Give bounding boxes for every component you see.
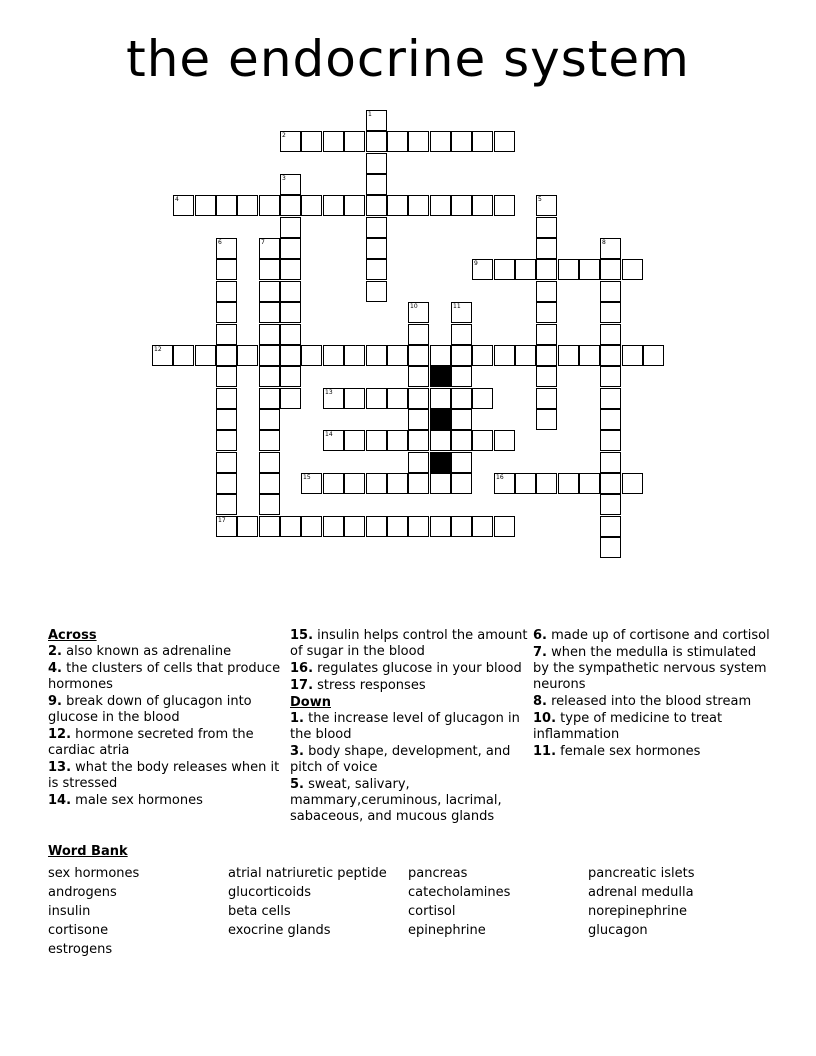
word-bank-word: insulin [48, 904, 91, 919]
answer-cell[interactable] [515, 345, 536, 366]
block-cell [430, 452, 451, 473]
answer-cell[interactable] [408, 324, 429, 345]
clue-item [290, 777, 528, 825]
answer-cell[interactable] [451, 430, 472, 451]
answer-cell[interactable] [366, 174, 387, 195]
answer-cell[interactable] [216, 324, 237, 345]
answer-cell[interactable] [280, 259, 301, 280]
clue-number: 10 [410, 303, 418, 310]
answer-cell[interactable] [323, 131, 344, 152]
answer-cell[interactable] [216, 195, 237, 216]
word-bank-word: adrenal medulla [588, 885, 694, 900]
answer-cell[interactable] [515, 259, 536, 280]
clue-number: 6 [218, 239, 222, 246]
clue-number-label: 12. [48, 727, 72, 742]
clue-item [290, 661, 528, 677]
answer-cell[interactable] [558, 345, 579, 366]
word-bank-word: norepinephrine [588, 904, 688, 919]
answer-cell[interactable] [259, 388, 280, 409]
answer-cell[interactable] [301, 195, 322, 216]
answer-cell[interactable] [280, 324, 301, 345]
answer-cell[interactable] [216, 452, 237, 473]
answer-cell[interactable] [536, 195, 557, 216]
clue-text: female sex hormones [556, 744, 701, 759]
answer-cell[interactable] [344, 473, 365, 494]
clue-number-label: 17. [290, 678, 314, 693]
answer-cell[interactable] [195, 345, 216, 366]
answer-cell[interactable] [387, 473, 408, 494]
answer-cell[interactable] [472, 516, 493, 537]
answer-cell[interactable] [600, 516, 621, 537]
clue-number: 3 [282, 175, 286, 182]
clue-number-label: 7. [533, 645, 547, 660]
clue-number-label: 16. [290, 661, 314, 676]
answer-cell[interactable] [301, 473, 322, 494]
answer-cell[interactable] [451, 324, 472, 345]
answer-cell[interactable] [387, 131, 408, 152]
answer-cell[interactable] [600, 452, 621, 473]
word-bank-word: glucagon [588, 923, 648, 938]
answer-cell[interactable] [430, 345, 451, 366]
answer-cell[interactable] [323, 473, 344, 494]
answer-cell[interactable] [216, 516, 237, 537]
answer-cell[interactable] [472, 195, 493, 216]
answer-cell[interactable] [600, 281, 621, 302]
answer-cell[interactable] [280, 174, 301, 195]
answer-cell[interactable] [408, 388, 429, 409]
answer-cell[interactable] [366, 131, 387, 152]
answer-cell[interactable] [600, 430, 621, 451]
answer-cell[interactable] [216, 281, 237, 302]
answer-cell[interactable] [216, 259, 237, 280]
answer-cell[interactable] [259, 281, 280, 302]
answer-cell[interactable] [366, 281, 387, 302]
clue-number-label: 14. [48, 793, 72, 808]
clue-text: the clusters of cells that produce hormones [48, 661, 281, 692]
clue-text: the increase level of glucagon in the blood [290, 711, 520, 742]
clue-number-label: 8. [533, 694, 547, 709]
clue-number-label: 5. [290, 777, 304, 792]
clue-number-label: 6. [533, 628, 547, 643]
answer-cell[interactable] [366, 238, 387, 259]
answer-cell[interactable] [408, 195, 429, 216]
across-heading: Across [48, 628, 97, 643]
answer-cell[interactable] [536, 259, 557, 280]
answer-cell[interactable] [366, 388, 387, 409]
answer-cell[interactable] [600, 366, 621, 387]
word-bank-column [48, 864, 228, 959]
clue-text: break down of glucagon into glucose in the blood [48, 694, 252, 725]
answer-cell[interactable] [430, 388, 451, 409]
answer-cell[interactable] [408, 131, 429, 152]
clue-item [48, 644, 286, 660]
answer-cell[interactable] [387, 516, 408, 537]
answer-cell[interactable] [216, 473, 237, 494]
answer-cell[interactable] [451, 302, 472, 323]
answer-cell[interactable] [280, 345, 301, 366]
answer-cell[interactable] [216, 409, 237, 430]
answer-cell[interactable] [280, 366, 301, 387]
clues-column-3 [533, 628, 771, 761]
word-bank-word: atrial natriuretic peptide [228, 866, 387, 881]
answer-cell[interactable] [600, 345, 621, 366]
clue-item [290, 711, 528, 743]
answer-cell[interactable] [259, 494, 280, 515]
answer-cell[interactable] [579, 473, 600, 494]
answer-cell[interactable] [366, 430, 387, 451]
answer-cell[interactable] [451, 409, 472, 430]
answer-cell[interactable] [344, 345, 365, 366]
clue-number-label: 2. [48, 644, 62, 659]
answer-cell[interactable] [259, 259, 280, 280]
answer-cell[interactable] [237, 195, 258, 216]
answer-cell[interactable] [366, 345, 387, 366]
clue-number: 7 [261, 239, 265, 246]
clue-number-label: 11. [533, 744, 557, 759]
answer-cell[interactable] [216, 238, 237, 259]
answer-cell[interactable] [216, 430, 237, 451]
clue-number: 1 [368, 111, 372, 118]
answer-cell[interactable] [195, 195, 216, 216]
answer-cell[interactable] [344, 430, 365, 451]
clue-number: 13 [325, 389, 333, 396]
answer-cell[interactable] [430, 516, 451, 537]
across-clue-list-continued [290, 628, 528, 694]
answer-cell[interactable] [280, 195, 301, 216]
answer-cell[interactable] [430, 195, 451, 216]
answer-cell[interactable] [494, 473, 515, 494]
answer-cell[interactable] [280, 281, 301, 302]
answer-cell[interactable] [408, 473, 429, 494]
answer-cell[interactable] [643, 345, 664, 366]
answer-cell[interactable] [472, 388, 493, 409]
clue-number: 16 [496, 474, 504, 481]
word-bank-column [408, 864, 588, 940]
clue-text: insulin helps control the amount of sugar in the blood [290, 628, 528, 659]
clue-text: type of medicine to treat inflammation [533, 711, 723, 742]
answer-cell[interactable] [536, 473, 557, 494]
answer-cell[interactable] [280, 302, 301, 323]
answer-cell[interactable] [216, 302, 237, 323]
clue-number-label: 15. [290, 628, 314, 643]
answer-cell[interactable] [536, 366, 557, 387]
answer-cell[interactable] [259, 324, 280, 345]
answer-cell[interactable] [536, 324, 557, 345]
clue-number: 15 [303, 474, 311, 481]
word-bank-heading: Word Bank [48, 844, 128, 859]
answer-cell[interactable] [366, 516, 387, 537]
clue-number-label: 10. [533, 711, 557, 726]
answer-cell[interactable] [494, 430, 515, 451]
answer-cell[interactable] [472, 131, 493, 152]
down-clue-list-continued [533, 628, 771, 760]
clue-item [533, 694, 771, 710]
answer-cell[interactable] [451, 345, 472, 366]
answer-cell[interactable] [600, 238, 621, 259]
word-bank [48, 844, 768, 957]
answer-cell[interactable] [451, 516, 472, 537]
word-bank-column [588, 864, 768, 940]
answer-cell[interactable] [494, 345, 515, 366]
answer-cell[interactable] [600, 302, 621, 323]
answer-cell[interactable] [152, 345, 173, 366]
clue-text: male sex hormones [71, 793, 203, 808]
clue-number: 9 [474, 260, 478, 267]
answer-cell[interactable] [515, 473, 536, 494]
clue-number: 8 [602, 239, 606, 246]
answer-cell[interactable] [408, 430, 429, 451]
answer-cell[interactable] [366, 217, 387, 238]
clue-text: hormone secreted from the cardiac atria [48, 727, 254, 758]
answer-cell[interactable] [323, 430, 344, 451]
word-bank-word: sex hormones [48, 866, 140, 881]
answer-cell[interactable] [600, 537, 621, 558]
answer-cell[interactable] [494, 195, 515, 216]
down-heading: Down [290, 695, 331, 710]
answer-cell[interactable] [622, 473, 643, 494]
answer-cell[interactable] [600, 494, 621, 515]
word-bank-word: catecholamines [408, 885, 511, 900]
answer-cell[interactable] [451, 452, 472, 473]
answer-cell[interactable] [259, 409, 280, 430]
answer-cell[interactable] [259, 195, 280, 216]
answer-cell[interactable] [259, 473, 280, 494]
answer-cell[interactable] [451, 131, 472, 152]
answer-cell[interactable] [387, 388, 408, 409]
answer-cell[interactable] [301, 345, 322, 366]
clue-text: released into the blood stream [546, 694, 752, 709]
clue-text: what the body releases when it is stressed [48, 760, 280, 791]
answer-cell[interactable] [536, 238, 557, 259]
clue-text: regulates glucose in your blood [313, 661, 522, 676]
answer-cell[interactable] [259, 302, 280, 323]
down-clue-list [290, 711, 528, 825]
clue-text: body shape, development, and pitch of voice [290, 744, 511, 775]
answer-cell[interactable] [451, 366, 472, 387]
answer-cell[interactable] [536, 409, 557, 430]
answer-cell[interactable] [301, 516, 322, 537]
clue-number: 11 [453, 303, 461, 310]
answer-cell[interactable] [216, 494, 237, 515]
answer-cell[interactable] [558, 259, 579, 280]
clue-item [48, 694, 286, 726]
word-bank-word: pancreatic islets [588, 866, 695, 881]
answer-cell[interactable] [301, 131, 322, 152]
clue-text: sweat, salivary, mammary,ceruminous, lacrimal, sabaceous, and mucous glands [290, 777, 502, 824]
word-bank-word: androgens [48, 885, 117, 900]
answer-cell[interactable] [344, 388, 365, 409]
answer-cell[interactable] [280, 217, 301, 238]
answer-cell[interactable] [579, 259, 600, 280]
word-bank-word: glucorticoids [228, 885, 311, 900]
clues-column-2 [290, 628, 528, 826]
answer-cell[interactable] [408, 366, 429, 387]
answer-cell[interactable] [536, 281, 557, 302]
clue-item [290, 744, 528, 776]
answer-cell[interactable] [430, 430, 451, 451]
word-bank-word: beta cells [228, 904, 291, 919]
answer-cell[interactable] [323, 388, 344, 409]
answer-cell[interactable] [472, 259, 493, 280]
answer-cell[interactable] [558, 473, 579, 494]
answer-cell[interactable] [472, 430, 493, 451]
answer-cell[interactable] [216, 388, 237, 409]
answer-cell[interactable] [451, 388, 472, 409]
answer-cell[interactable] [280, 238, 301, 259]
answer-cell[interactable] [451, 195, 472, 216]
word-bank-word: cortisone [48, 923, 109, 938]
answer-cell[interactable] [259, 238, 280, 259]
clue-number-label: 13. [48, 760, 72, 775]
answer-cell[interactable] [536, 217, 557, 238]
answer-cell[interactable] [579, 345, 600, 366]
answer-cell[interactable] [600, 388, 621, 409]
answer-cell[interactable] [622, 259, 643, 280]
clue-item [533, 744, 771, 760]
answer-cell[interactable] [472, 345, 493, 366]
answer-cell[interactable] [408, 516, 429, 537]
answer-cell[interactable] [600, 259, 621, 280]
answer-cell[interactable] [216, 345, 237, 366]
clue-number-label: 1. [290, 711, 304, 726]
answer-cell[interactable] [600, 324, 621, 345]
word-bank-word: exocrine glands [228, 923, 331, 938]
answer-cell[interactable] [323, 516, 344, 537]
answer-cell[interactable] [259, 366, 280, 387]
word-bank-word: pancreas [408, 866, 468, 881]
clue-item [48, 727, 286, 759]
clue-number: 17 [218, 517, 226, 524]
answer-cell[interactable] [600, 473, 621, 494]
answer-cell[interactable] [536, 388, 557, 409]
word-bank-word: epinephrine [408, 923, 486, 938]
answer-cell[interactable] [173, 345, 194, 366]
across-clue-list [48, 644, 286, 809]
answer-cell[interactable] [408, 345, 429, 366]
answer-cell[interactable] [280, 131, 301, 152]
clue-number: 12 [154, 346, 162, 353]
answer-cell[interactable] [451, 473, 472, 494]
word-bank-word: estrogens [48, 942, 113, 957]
answer-cell[interactable] [259, 345, 280, 366]
answer-cell[interactable] [216, 366, 237, 387]
answer-cell[interactable] [408, 302, 429, 323]
clue-number-label: 4. [48, 661, 62, 676]
answer-cell[interactable] [430, 131, 451, 152]
answer-cell[interactable] [494, 259, 515, 280]
answer-cell[interactable] [366, 110, 387, 131]
answer-cell[interactable] [366, 195, 387, 216]
clue-text: stress responses [313, 678, 426, 693]
answer-cell[interactable] [323, 195, 344, 216]
clue-number-label: 9. [48, 694, 62, 709]
clue-item [533, 628, 771, 644]
clue-number: 14 [325, 431, 333, 438]
answer-cell[interactable] [344, 131, 365, 152]
answer-cell[interactable] [366, 473, 387, 494]
answer-cell[interactable] [173, 195, 194, 216]
clue-item [533, 711, 771, 743]
block-cell [430, 409, 451, 430]
answer-cell[interactable] [494, 131, 515, 152]
clue-item [48, 661, 286, 693]
answer-cell[interactable] [259, 430, 280, 451]
answer-cell[interactable] [622, 345, 643, 366]
answer-cell[interactable] [494, 516, 515, 537]
answer-cell[interactable] [344, 195, 365, 216]
answer-cell[interactable] [280, 388, 301, 409]
answer-cell[interactable] [387, 345, 408, 366]
answer-cell[interactable] [237, 345, 258, 366]
clue-item [533, 645, 771, 693]
clue-text: also known as adrenaline [61, 644, 232, 659]
answer-cell[interactable] [280, 516, 301, 537]
clue-text: made up of cortisone and cortisol [546, 628, 770, 643]
answer-cell[interactable] [536, 302, 557, 323]
answer-cell[interactable] [387, 195, 408, 216]
word-bank-word: cortisol [408, 904, 456, 919]
answer-cell[interactable] [344, 516, 365, 537]
answer-cell[interactable] [323, 345, 344, 366]
clue-number: 5 [538, 196, 542, 203]
answer-cell[interactable] [237, 516, 258, 537]
answer-cell[interactable] [430, 473, 451, 494]
clue-text: when the medulla is stimulated by the sympathetic nervous system neurons [533, 645, 767, 692]
page-title: the endocrine system [126, 30, 690, 88]
answer-cell[interactable] [408, 452, 429, 473]
clue-item [290, 628, 528, 660]
answer-cell[interactable] [536, 345, 557, 366]
block-cell [430, 366, 451, 387]
answer-cell[interactable] [387, 430, 408, 451]
answer-cell[interactable] [259, 516, 280, 537]
clue-number-label: 3. [290, 744, 304, 759]
clue-number: 2 [282, 132, 286, 139]
clue-item [290, 678, 528, 694]
answer-cell[interactable] [366, 153, 387, 174]
clue-item [48, 793, 286, 809]
answer-cell[interactable] [366, 259, 387, 280]
clue-item [48, 760, 286, 792]
answer-cell[interactable] [259, 452, 280, 473]
clues-column-1 [48, 628, 286, 810]
answer-cell[interactable] [600, 409, 621, 430]
clue-number: 4 [175, 196, 179, 203]
word-bank-column [228, 864, 408, 940]
answer-cell[interactable] [408, 409, 429, 430]
